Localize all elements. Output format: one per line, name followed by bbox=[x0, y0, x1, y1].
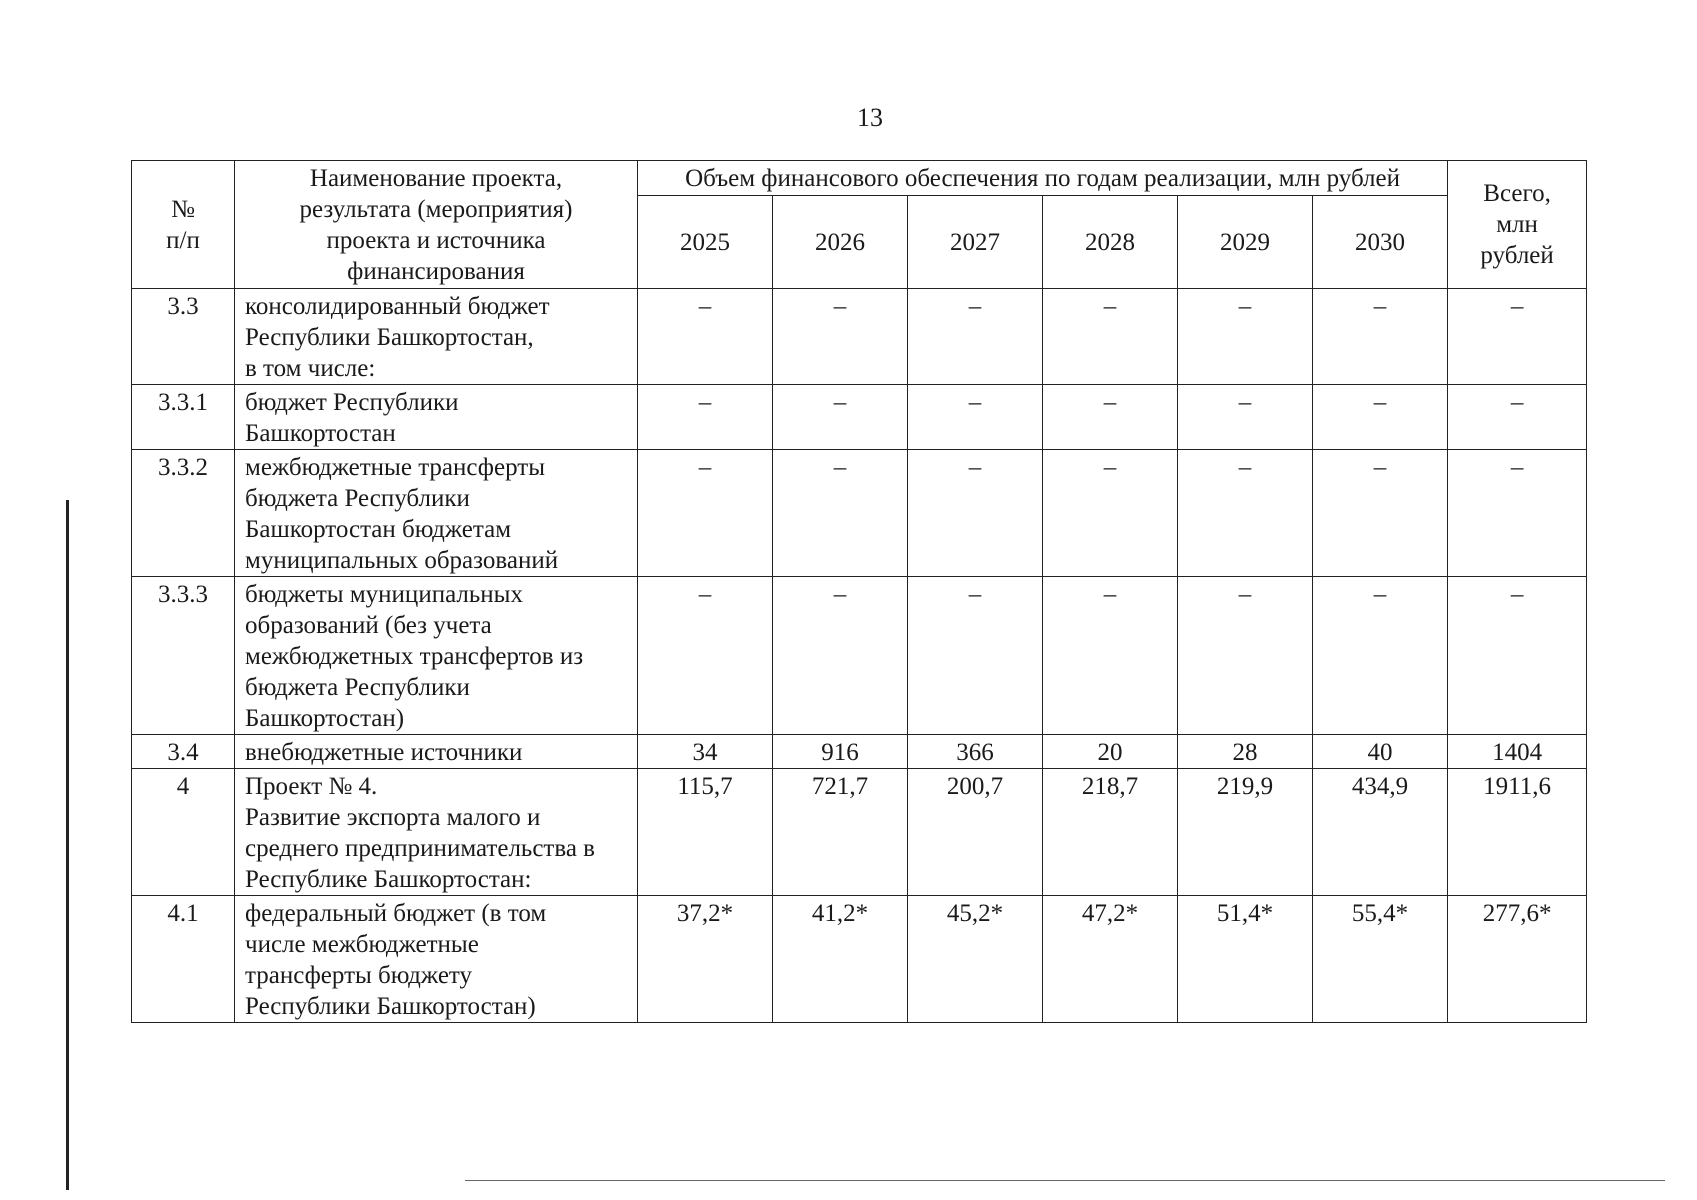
row-value: 219,9 bbox=[1178, 769, 1313, 896]
table-row bbox=[132, 289, 1587, 385]
row-value: 28 bbox=[1178, 735, 1313, 769]
row-value: – bbox=[908, 289, 1043, 385]
row-number: 3.3.3 bbox=[132, 577, 235, 735]
financing-table bbox=[131, 160, 1587, 1023]
row-value: 916 bbox=[773, 735, 908, 769]
table-row bbox=[132, 577, 1587, 735]
margin-line bbox=[66, 500, 69, 1190]
row-value: 51,4* bbox=[1178, 896, 1313, 1023]
row-value: – bbox=[1043, 577, 1178, 735]
row-total: 277,6* bbox=[1448, 896, 1587, 1023]
header-year: 2029 bbox=[1178, 196, 1313, 289]
header-year: 2028 bbox=[1043, 196, 1178, 289]
row-number: 3.3 bbox=[132, 289, 235, 385]
row-name: Проект № 4. Развитие экспорта малого и среднего предпринимательства в Республике Башкортостан: bbox=[235, 769, 638, 896]
row-total: – bbox=[1448, 385, 1587, 450]
table-row bbox=[132, 896, 1587, 1023]
row-number: 3.3.1 bbox=[132, 385, 235, 450]
row-value: – bbox=[1313, 577, 1448, 735]
row-value: – bbox=[1178, 289, 1313, 385]
row-total: – bbox=[1448, 450, 1587, 577]
row-name: федеральный бюджет (в том числе межбюджетные трансферты бюджету Республики Башкортостан) bbox=[235, 896, 638, 1023]
table-row bbox=[132, 450, 1587, 577]
row-value: – bbox=[638, 577, 773, 735]
header-num: № п/п bbox=[132, 161, 235, 289]
row-name: внебюджетные источники bbox=[235, 735, 638, 769]
row-number: 3.3.2 bbox=[132, 450, 235, 577]
bottom-rule bbox=[465, 1180, 1665, 1181]
header-year: 2030 bbox=[1313, 196, 1448, 289]
row-value: – bbox=[908, 577, 1043, 735]
row-value: – bbox=[773, 385, 908, 450]
row-value: – bbox=[638, 289, 773, 385]
row-value: 34 bbox=[638, 735, 773, 769]
row-name: бюджет Республики Башкортостан bbox=[235, 385, 638, 450]
row-value: 366 bbox=[908, 735, 1043, 769]
row-value: – bbox=[773, 577, 908, 735]
page-number: 13 bbox=[857, 103, 883, 132]
row-name: консолидированный бюджет Республики Башкортостан, в том числе: bbox=[235, 289, 638, 385]
row-value: 200,7 bbox=[908, 769, 1043, 896]
header-years-title: Объем финансового обеспечения по годам реализации, млн рублей bbox=[638, 161, 1448, 196]
row-value: 55,4* bbox=[1313, 896, 1448, 1023]
row-value: – bbox=[638, 385, 773, 450]
table-header bbox=[132, 161, 1587, 289]
row-number: 3.4 bbox=[132, 735, 235, 769]
row-value: – bbox=[1178, 385, 1313, 450]
row-value: – bbox=[1043, 450, 1178, 577]
header-total: Всего, млн рублей bbox=[1448, 161, 1587, 289]
header-name: Наименование проекта, результата (мероприятия) проекта и источника финансирования bbox=[235, 161, 638, 289]
row-name: бюджеты муниципальных образований (без учета межбюджетных трансфертов из бюджета Республики Башкортостан) bbox=[235, 577, 638, 735]
row-value: – bbox=[1178, 450, 1313, 577]
row-value: – bbox=[1043, 385, 1178, 450]
row-value: 45,2* bbox=[908, 896, 1043, 1023]
row-value: – bbox=[1178, 577, 1313, 735]
table-row bbox=[132, 735, 1587, 769]
row-value: – bbox=[1313, 450, 1448, 577]
row-value: – bbox=[1313, 385, 1448, 450]
row-value: – bbox=[908, 385, 1043, 450]
row-total: – bbox=[1448, 577, 1587, 735]
row-value: 218,7 bbox=[1043, 769, 1178, 896]
header-year: 2026 bbox=[773, 196, 908, 289]
row-number: 4 bbox=[132, 769, 235, 896]
row-value: – bbox=[638, 450, 773, 577]
row-total: – bbox=[1448, 289, 1587, 385]
table-row bbox=[132, 769, 1587, 896]
row-value: – bbox=[1043, 289, 1178, 385]
row-value: 115,7 bbox=[638, 769, 773, 896]
row-number: 4.1 bbox=[132, 896, 235, 1023]
row-value: – bbox=[1313, 289, 1448, 385]
row-total: 1404 bbox=[1448, 735, 1587, 769]
row-total: 1911,6 bbox=[1448, 769, 1587, 896]
table-row bbox=[132, 385, 1587, 450]
row-value: 721,7 bbox=[773, 769, 908, 896]
row-value: 47,2* bbox=[1043, 896, 1178, 1023]
row-value: – bbox=[773, 450, 908, 577]
row-value: 40 bbox=[1313, 735, 1448, 769]
header-year: 2025 bbox=[638, 196, 773, 289]
row-name: межбюджетные трансферты бюджета Республики Башкортостан бюджетам муниципальных образований bbox=[235, 450, 638, 577]
row-value: 41,2* bbox=[773, 896, 908, 1023]
row-value: 37,2* bbox=[638, 896, 773, 1023]
row-value: 20 bbox=[1043, 735, 1178, 769]
row-value: – bbox=[773, 289, 908, 385]
row-value: – bbox=[908, 450, 1043, 577]
header-year: 2027 bbox=[908, 196, 1043, 289]
row-value: 434,9 bbox=[1313, 769, 1448, 896]
